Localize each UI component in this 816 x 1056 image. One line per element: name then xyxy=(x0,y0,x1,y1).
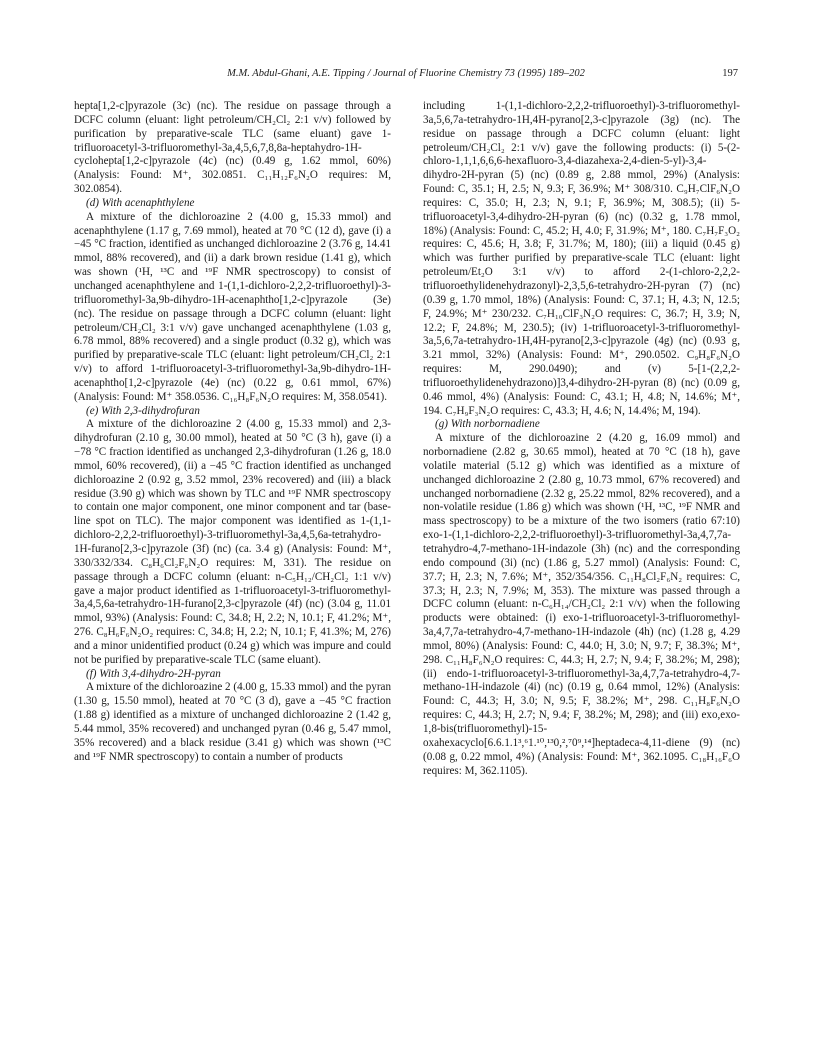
paragraph: A mixture of the dichloroazine 2 (4.00 g, 15.33 mmol) and acenaphthylene (1.17 g, 7.69 mmol), heated at 70 °C (12 d), gave (i) a −45 °C fraction, identified as unchanged dichloroazine 2 (3.76 g, 14.41 mmol, 88% recovered), and (ii) a dark brown residue (1.41 g), which was shown (¹H, ¹³C and ¹⁹F NMR spectroscopy) to consist of unchanged acenaphthylene and 1-(1,1-dichloro-2,2,2-trifluoroethyl)-3-trifluoromethyl-3a,9b-dihydro-1H-acenaphtho[1,2-c]pyrazole (3e) (nc). The residue on passage through a DCFC column (eluant: light petroleum/CH₂Cl₂ 3:1 v/v) gave unchanged acenaphthylene (1.03 g, 6.78 mmol, 88% recovered) and a single product (0.32 g), which was purified by preparative-scale TLC (eluant: light petroleum/CH₂Cl₂ 2:1 v/v) to afford 1-trifluoroacetyl-3-trifluoromethyl-3a,9b-dihydro-1H-acenaphtho[1,2-c]pyrazole (4e) (nc) (0.22 g, 0.61 mmol, 67%) (Analysis: Found: M⁺ 358.0536. C₁₆H₈F₆N₂O requires: M, 358.0541). xyxy=(74,210,391,403)
section-subheading: (g) With norbornadiene xyxy=(435,418,540,431)
paragraph: hepta[1,2-c]pyrazole (3c) (nc). The residue on passage through a DCFC column (eluant: light petroleum/CH₂Cl₂ 2:1 v/v) followed by purification by preparative-scale TLC (same eluant) gave 1-trifluoroacetyl-3-trifluoromethyl-3a,4,5,6,7,8,8a-heptahydro-1H-cyclohepta[1,2-c]pyrazole (4c) (nc) (0.49 g, 1.62 mmol, 60%) (Analysis: Found: M⁺, 302.0851. C₁₁H₁₂F₆N₂O requires: M, 302.0854). xyxy=(74,100,391,196)
section-subheading: (d) With acenaphthylene xyxy=(86,196,195,209)
section-subheading: (f) With 3,4-dihydro-2H-pyran xyxy=(86,667,221,680)
section-subheading: (e) With 2,3-dihydrofuran xyxy=(86,404,200,417)
running-head: M.M. Abdul-Ghani, A.E. Tipping / Journal of Fluorine Chemistry 73 (1995) 189–202 xyxy=(227,68,585,79)
paragraph: A mixture of the dichloroazine 2 (4.00 g, 15.33 mmol) and 2,3-dihydrofuran (2.10 g, 30.00 mmol), heated at 50 °C (3 h), gave (i) a −78 °C fraction identified as unchanged 2,3-dihydrofuran (1.26 g, 18.0 mmol, 60% recovered), (ii) a −45 °C fraction identified as unchanged dichloroazine 2 (0.92 g, 3.52 mmol, 23% recovered) and (iii) a black residue (3.90 g) which was shown by TLC and ¹⁹F NMR spectroscopy to contain one major component, one minor component and tar (base-line spot on TLC). The major component was identified as 1-(1,1-dichloro-2,2,2-trifluoroethyl)-3-trifluoromethyl-3a,4,5,6a-tetrahydro-1H-furano[2,3-c]pyrazole (3f) (nc) (ca. 3.4 g) (Analysis: Found: M⁺, 330/332/334. C₈H₆Cl₂F₆N₂O requires: M, 331). The residue on passage through a DCFC column (eluant: n-C₅H₁₂/CH₂Cl₂ 1:1 v/v) gave a major product identified as 1-trifluoroacetyl-3-trifluoromethyl-3a,4,5,6a-tetrahydro-1H-furano[2,3-c]pyrazole (4f) (nc) (3.04 g, 11.01 mmol, 93%) (Analysis: Found: C, 34.8; H, 2.2; N, 10.1; F, 41.2%; M⁺, 276. C₈H₆F₆N₂O₂ requires: C, 34.8; H, 2.2; N, 10.1; F, 41.3%; M, 276) and a minor unidentified product (0.24 g) which was impure and could not be purified by preparative-scale TLC (same eluant). xyxy=(74,418,391,666)
left-column xyxy=(74,100,391,765)
right-column xyxy=(423,100,740,778)
paragraph: A mixture of the dichloroazine 2 (4.00 g, 15.33 mmol) and the pyran (1.30 g, 15.50 mmol), heated at 70 °C (3 d), gave a −45 °C fraction (1.88 g) identified as a mixture of unchanged dichloroazine 2 (1.42 g, 5.44 mmol, 35% recovered) and unchanged pyran (0.46 g, 5.47 mmol, 35% recovered) and a black residue (3.41 g) which was shown (¹³C and ¹⁹F NMR spectroscopy) to contain a number of products xyxy=(74,681,391,763)
paragraph: A mixture of the dichloroazine 2 (4.20 g, 16.09 mmol) and norbornadiene (2.82 g, 30.65 mmol), heated at 70 °C (18 h), gave volatile material (5.12 g) which was identified as a mixture of unchanged dichloroazine 2 (2.80 g, 10.73 mmol, 67% recovered) and unchanged norbornadiene (2.32 g, 25.22 mmol, 82% recovered), and a non-volatile residue (1.86 g) which was shown (¹H, ¹³C, ¹⁹F NMR and mass spectroscopy) to be a mixture of the two isomers (ratio 67:10) exo-1-(1,1-dichloro-2,2,2-trifluoroethyl)-3-trifluoromethyl-3a,4,7,7a-tetrahydro-4,7-methano-1H-indazole (3h) (nc) and the corresponding endo compound (3i) (nc) (1.86 g, 5.27 mmol) (Analysis: Found: C, 37.7; H, 2.3; N, 7.6%; M⁺, 352/354/356. C₁₁H₈Cl₂F₆N₂ requires: C, 37.3; H, 2.3; N, 7.9%; M, 353). The mixture was passed through a DCFC column (eluant: n-C₆H₁₄/CH₂Cl₂ 2:1 v/v) when the following products were obtained: (i) exo-1-trifluoroacetyl-3-trifluoromethyl-3a,4,7,7a-tetrahydro-4,7-methano-1H-indazole (4h) (nc) (1.28 g, 4.29 mmol, 80%) (Analysis: Found: C, 44.0; H, 3.0; N, 9.7; F, 38.3%; M⁺, 298. C₁₁H₈F₆N₂O requires: C, 44.3; H, 2.7; N, 9.4; F, 38.2%; M, 298); (ii) endo-1-trifluoroacetyl-3-trifluoromethyl-3a,4,7,7a-tetrahydro-4,7-methano-1H-indazole (4i) (nc) (0.19 g, 0.64 mmol, 12%) (Analysis: Found: C, 44.3; H, 3.0; N, 9.5; F, 38.2%; M⁺, 298. C₁₁H₈F₆N₂O requires: C, 44.3; H, 2.7; N, 9.4; F, 38.2%; M, 298); and (iii) exo,exo-1,8-bis(trifluoromethyl)-15-oxahexacyclo[6.6.1.1³,⁶1.¹⁰,¹³0,²,⁷0⁹,¹⁴]heptadeca-4,11-diene (9) (nc) (0.08 g, 0.22 mmol, 4%) (Analysis: Found: M⁺, 362.1095. C₁₈H₁₆F₆O requires: M, 362.1105). xyxy=(423,432,740,777)
page-number: 197 xyxy=(722,68,738,79)
page-header xyxy=(74,68,738,84)
paragraph: including 1-(1,1-dichloro-2,2,2-trifluoroethyl)-3-trifluoromethyl-3a,5,6,7a-tetrahydro-1H,4H-pyrano[2,3-c]pyrazole (3g) (nc). The residue on passage through a DCFC column (eluant: light petroleum/CH₂Cl₂ 2:1 v/v) gave the following products: (i) 5-(2-chloro-1,1,1,6,6,6-hexafluoro-3,4-diazahexa-2,4-dien-5-yl)-3,4-dihydro-2H-pyran (5) (nc) (0.89 g, 2.88 mmol, 29%) (Analysis: Found: C, 35.1; H, 2.5; N, 9.3; F, 36.9%; M⁺ 308/310. C₉H₇ClF₆N₂O requires: C, 35.0; H, 2.3; N, 9.1; F, 36.9%; M, 308.5); (ii) 5-trifluoroacetyl-3,4-dihydro-2H-pyran (6) (nc) (0.32 g, 1.78 mmol, 18%) (Analysis: Found: C, 45.2; H, 4.0; F, 31.9%; M⁺, 180. C₇H₇F₃O₂ requires: C, 45.6; H, 3.8; F, 31.7%; M, 180); (iii) a liquid (0.45 g) which was further purified by preparative-scale TLC (eluant: light petroleum/Et₂O 3:1 v/v) to afford 2-(1-chloro-2,2,2-trifluoroethylidenehydrazonyl)-2,3,5,6-tetrahydro-2H-pyran (7) (nc) (0.39 g, 1.70 mmol, 18%) (Analysis: Found: C, 37.1; H, 4.3; N, 12.5; F, 24.9%; M⁺ 230/232. C₇H₁₀ClF₃N₂O requires: C, 36.7; H, 3.9; N, 12.2; F, 24.8%; M, 230.5); (iv) 1-trifluoroacetyl-3-trifluoromethyl-3a,5,6,7a-tetrahydro-1H,4H-pyrano[2,3-c]pyrazole (4g) (nc) (0.93 g, 3.21 mmol, 32%) (Analysis: Found: M⁺, 290.0502. C₉H₈F₆N₂O requires: M, 290.0490); and (v) 5-[1-(2,2,2-trifluoroethylidenehydrazono)]3,4-dihydro-2H-pyran (8) (nc) (0.09 g, 0.46 mmol, 4%) (Analysis: Found: C, 43.1; H, 4.8; N, 14.6%; M⁺, 194. C₇H₉F₃N₂O requires: C, 43.3; H, 4.6; N, 14.4%; M, 194). xyxy=(423,100,740,417)
